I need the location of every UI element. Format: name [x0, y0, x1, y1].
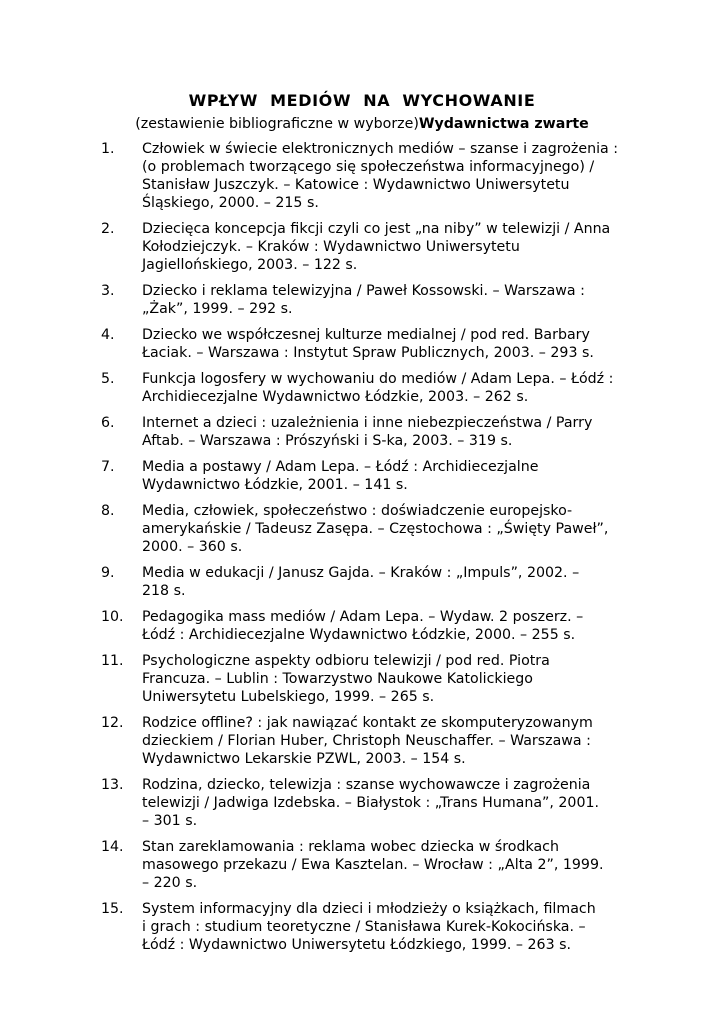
entry-line: dzieckiem / Florian Huber, Christoph Neuschaffer. – Warszawa : — [142, 733, 591, 749]
entry-line: Archidiecezjalne Wydawnictwo Łódzkie, 2003. – 262 s. — [142, 389, 529, 405]
bibliography-entry — [0, 282, 724, 318]
entry-text — [142, 652, 702, 706]
entry-line: Media a postawy / Adam Lepa. – Łódź : Archidiecezjalne — [142, 459, 539, 475]
entry-line: Łódź : Archidiecezjalne Wydawnictwo Łódzkie, 2000. – 255 s. — [142, 627, 576, 643]
entry-line: telewizji / Jadwiga Izdebska. – Białystok : „Trans Humana”, 2001. — [142, 795, 600, 811]
entry-number: 5. — [101, 371, 115, 387]
entry-line: amerykańskie / Tadeusz Zasępa. – Częstochowa : „Święty Paweł”, — [142, 521, 609, 537]
entry-line: masowego przekazu / Ewa Kasztelan. – Wrocław : „Alta 2”, 1999. — [142, 857, 604, 873]
entry-text — [142, 900, 702, 954]
entry-text — [142, 326, 702, 362]
entry-number: 8. — [101, 503, 115, 519]
entry-line: Kołodziejczyk. – Kraków : Wydawnictwo Uniwersytetu — [142, 239, 520, 255]
entry-text — [142, 458, 702, 494]
entry-text — [142, 838, 702, 892]
bibliography-entry — [0, 140, 724, 212]
entry-line: Stanisław Juszczyk. – Katowice : Wydawnictwo Uniwersytetu — [142, 177, 570, 193]
entry-line: Wydawnictwo Łódzkie, 2001. – 141 s. — [142, 477, 408, 493]
entry-line: Śląskiego, 2000. – 215 s. — [142, 195, 319, 211]
entry-line: Funkcja logosfery w wychowaniu do mediów / Adam Lepa. – Łódź : — [142, 371, 614, 387]
entry-number: 7. — [101, 459, 115, 475]
entry-text — [142, 220, 702, 274]
entry-line: – 301 s. — [142, 813, 198, 829]
entry-number: 4. — [101, 327, 115, 343]
entry-number: 13. — [101, 777, 124, 793]
entry-line: Francuza. – Lublin : Towarzystwo Naukowe Katolickiego — [142, 671, 533, 687]
bibliography-entry — [0, 776, 724, 830]
subtitle-plain: (zestawienie bibliograficzne w wyborze) — [135, 116, 419, 132]
entry-number: 15. — [101, 901, 124, 917]
entry-line: Dziecięca koncepcja fikcji czyli co jest „na niby” w telewizji / Anna — [142, 221, 611, 237]
entry-text — [142, 714, 702, 768]
entry-number: 3. — [101, 283, 115, 299]
entry-line: Media w edukacji / Janusz Gajda. – Kraków : „Impuls”, 2002. – — [142, 565, 580, 581]
bibliography-entry — [0, 414, 724, 450]
entry-text — [142, 564, 702, 600]
bibliography-entry — [0, 502, 724, 556]
bibliography-list — [0, 140, 724, 962]
entry-text — [142, 776, 702, 830]
entry-line: Wydawnictwo Lekarskie PZWL, 2003. – 154 s. — [142, 751, 466, 767]
subtitle-bold: Wydawnictwa zwarte — [418, 116, 589, 132]
entry-line: Jagiellońskiego, 2003. – 122 s. — [142, 257, 358, 273]
entry-number: 9. — [101, 565, 115, 581]
bibliography-entry — [0, 608, 724, 644]
entry-number: 11. — [101, 653, 124, 669]
bibliography-entry — [0, 370, 724, 406]
bibliography-entry — [0, 838, 724, 892]
bibliography-entry — [0, 458, 724, 494]
entry-number: 14. — [101, 839, 124, 855]
entry-text — [142, 140, 702, 212]
bibliography-entry — [0, 652, 724, 706]
entry-line: Pedagogika mass mediów / Adam Lepa. – Wydaw. 2 poszerz. – — [142, 609, 584, 625]
entry-line: Dziecko i reklama telewizyjna / Paweł Kossowski. – Warszawa : — [142, 283, 585, 299]
entry-text — [142, 370, 702, 406]
entry-line: Łaciak. – Warszawa : Instytut Spraw Publicznych, 2003. – 293 s. — [142, 345, 594, 361]
entry-line: Rodzice offline? : jak nawiązać kontakt ze skomputeryzowanym — [142, 715, 593, 731]
bibliography-entry — [0, 714, 724, 768]
entry-line: – 220 s. — [142, 875, 198, 891]
document-title: WPŁYW MEDIÓW NA WYCHOWANIE — [188, 91, 536, 110]
entry-line: Aftab. – Warszawa : Prószyński i S-ka, 2003. – 319 s. — [142, 433, 513, 449]
entry-text — [142, 282, 702, 318]
entry-line: Media, człowiek, społeczeństwo : doświadczenie europejsko- — [142, 503, 573, 519]
entry-line: i grach : studium teoretyczne / Stanisława Kurek-Kokocińska. – — [142, 919, 586, 935]
entry-text — [142, 414, 702, 450]
entry-number: 6. — [101, 415, 115, 431]
entry-line: Człowiek w świecie elektronicznych mediów – szanse i zagrożenia : — [142, 141, 619, 157]
entry-line: System informacyjny dla dzieci i młodzieży o książkach, filmach — [142, 901, 596, 917]
entry-line: Łódź : Wydawnictwo Uniwersytetu Łódzkiego, 1999. – 263 s. — [142, 937, 572, 953]
entry-line: (o problemach tworzącego się społeczeństwa informacyjnego) / — [142, 159, 595, 175]
entry-line: Dziecko we współczesnej kulturze medialnej / pod red. Barbary — [142, 327, 590, 343]
entry-line: Psychologiczne aspekty odbioru telewizji / pod red. Piotra — [142, 653, 550, 669]
entry-line: Internet a dzieci : uzależnienia i inne niebezpieczeństwa / Parry — [142, 415, 593, 431]
entry-line: 2000. – 360 s. — [142, 539, 243, 555]
bibliography-entry — [0, 326, 724, 362]
entry-text — [142, 502, 702, 556]
document-subtitle — [0, 114, 724, 134]
entry-line: 218 s. — [142, 583, 186, 599]
entry-number: 1. — [101, 141, 115, 157]
bibliography-entry — [0, 220, 724, 274]
entry-line: Stan zareklamowania : reklama wobec dziecka w środkach — [142, 839, 559, 855]
entry-number: 12. — [101, 715, 124, 731]
entry-line: „Żak”, 1999. – 292 s. — [142, 301, 293, 317]
entry-number: 2. — [101, 221, 115, 237]
entry-line: Uniwersytetu Lubelskiego, 1999. – 265 s. — [142, 689, 435, 705]
bibliography-entry — [0, 900, 724, 954]
entry-text — [142, 608, 702, 644]
bibliography-entry — [0, 564, 724, 600]
entry-number: 10. — [101, 609, 124, 625]
entry-line: Rodzina, dziecko, telewizja : szanse wychowawcze i zagrożenia — [142, 777, 591, 793]
